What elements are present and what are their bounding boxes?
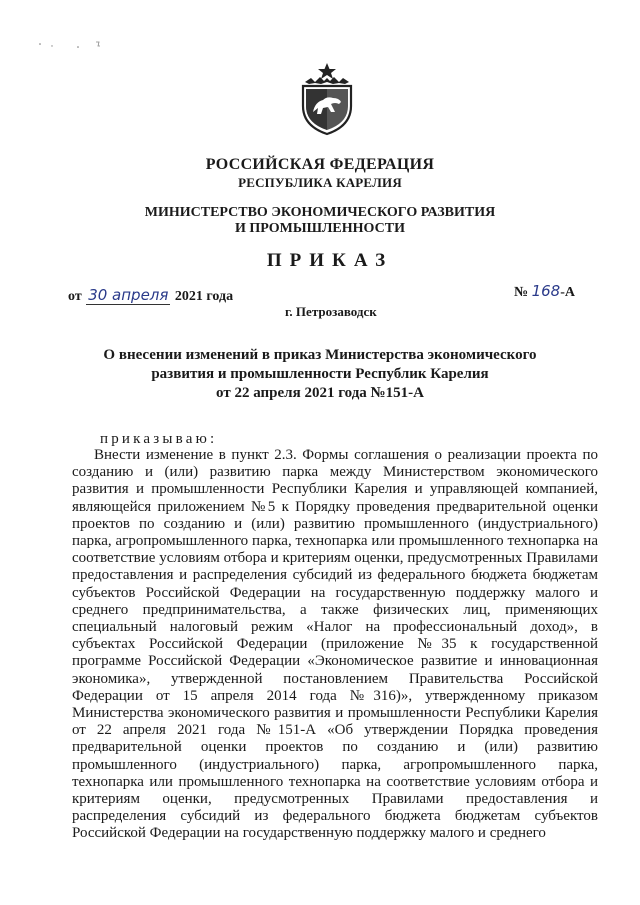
karelia-coat-of-arms-icon bbox=[295, 62, 359, 136]
body-paragraph: Внести изменение в пункт 2.3. Формы соглашения о реализации проекта по созданию и (или) развитию парка между Министерством экономического развития и промышленности Республики Карелия и управляющей компанией, являющейся приложением №5 к Порядку проведения предварительной оценки проектов по созданию и (или) развитию промышленного (индустриального) парка, агропромышленного парка, технопарка или промышленного технопарка на соответствие условиям отбора и критериям оценки, предусмотренных Правилами предоставления и распределения субсидий из федерального бюджета бюджетам субъектов Российской Федерации на государственную поддержку малого и среднего предпринимательства, а также физических лиц, применяющих специальный налоговый режим «Налог на профессиональный доход», в субъектах Российской Федерации (приложение №35 к государственной программе Российской Федерации «Экономическое развитие и инновационная экономика», утвержденной постановлением Правительства Российской Федерации от 15 апреля 2014 года №316)», утвержденному приказом Министерства экономического развития и промышленности Республики Карелия от 22 апреля 2021 года №151-А «Об утверждении Порядка проведения предварительной оценки проектов по созданию и (или) развитию промышленного (индустриального) парка, агропромышленного парка, технопарка или промышленного технопарка на соответствие условиям отбора и критериям оценки, предусмотренных Правилами предоставления и распределения субсидий из федерального бюджета бюджетам субъектов Российской Федерации на государственную поддержку малого и среднего bbox=[72, 447, 598, 842]
number-prefix: № bbox=[514, 285, 529, 300]
handwritten-date: 30 апреля bbox=[88, 286, 169, 304]
date-year: 2021 года bbox=[174, 289, 234, 304]
region-heading: РЕСПУБЛИКА КАРЕЛИЯ bbox=[238, 175, 402, 190]
city-label: г. Петрозаводск bbox=[285, 304, 377, 319]
ministry-heading-line1: МИНИСТЕРСТВО ЭКОНОМИЧЕСКОГО РАЗВИТИЯ bbox=[144, 205, 496, 220]
document-title-line1: О внесении изменений в приказ Министерства экономического bbox=[103, 347, 537, 363]
scan-specks bbox=[38, 38, 118, 52]
document-title-line2: развития и промышленности Республик Карелия bbox=[151, 366, 489, 382]
number-suffix: -А bbox=[560, 285, 575, 300]
handwritten-number: 168 bbox=[531, 282, 561, 300]
ministry-heading-line2: И ПРОМЫШЛЕННОСТИ bbox=[235, 221, 405, 236]
document-type-heading: ПРИКАЗ bbox=[266, 250, 394, 271]
order-number bbox=[514, 282, 575, 301]
order-date bbox=[68, 286, 233, 305]
document-body bbox=[72, 447, 598, 843]
order-directive: приказываю: bbox=[100, 431, 218, 447]
date-prefix: от bbox=[68, 289, 82, 304]
document-title-line3: от 22 апреля 2021 года №151-А bbox=[216, 385, 424, 401]
country-heading: РОССИЙСКАЯ ФЕДЕРАЦИЯ bbox=[205, 156, 435, 173]
